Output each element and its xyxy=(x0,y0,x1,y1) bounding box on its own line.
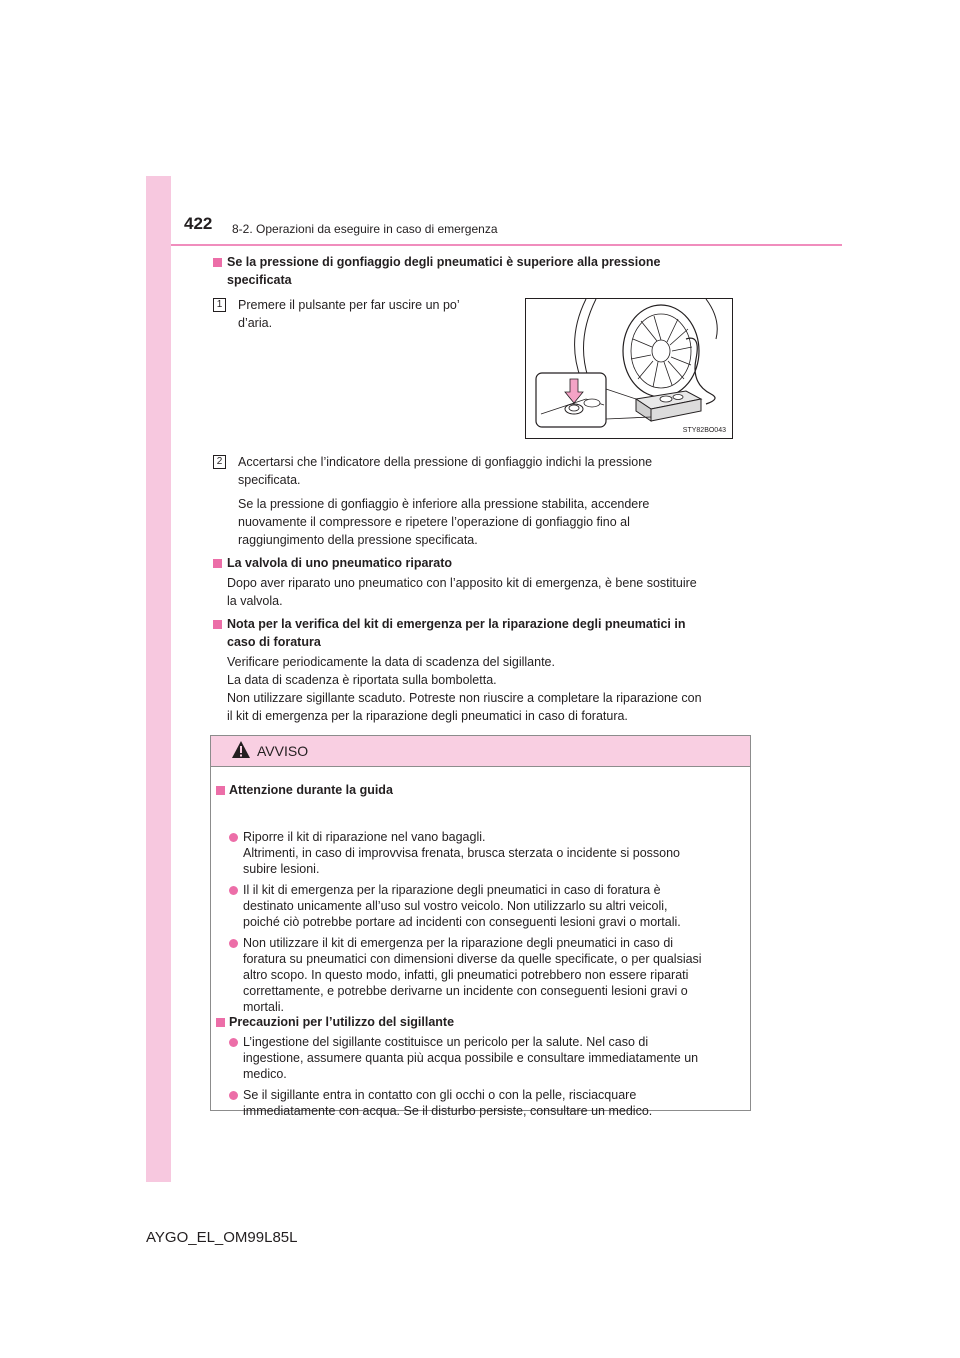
step2-note-line2: nuovamente il compressore e ripetere l’operazione di gonfiaggio fino al xyxy=(238,515,630,529)
compressor-drawing xyxy=(526,299,732,438)
warning-header xyxy=(211,736,750,767)
section3-line1: Verificare periodicamente la data di scadenza del sigillante. xyxy=(227,655,555,669)
section-bullet-icon xyxy=(213,620,222,629)
section3-title-line2: caso di foratura xyxy=(227,635,321,649)
group-bullet-icon xyxy=(216,1018,225,1027)
step1-line1: Premere il pulsante per far uscire un po’ xyxy=(238,298,460,312)
g1b1-line3: subire lesioni. xyxy=(243,862,320,876)
figure-code: STY82BO043 xyxy=(682,427,726,434)
g2b1-line3: medico. xyxy=(243,1067,287,1081)
g1b2-line2: destinato unicamente all’uso sul vostro veicolo. Non utilizzarlo su altri veicoli, xyxy=(243,899,668,913)
g1b2-line3: poiché ciò potrebbe portare ad incidenti con conseguenti lesioni gravi o mortali. xyxy=(243,915,681,929)
bullet-dot-icon xyxy=(229,1038,238,1047)
warning-group1-title: Attenzione durante la guida xyxy=(229,783,393,797)
step1-line2: d’aria. xyxy=(238,316,273,330)
g1b2-line1: Il il kit di emergenza per la riparazione degli pneumatici in caso di foratura è xyxy=(243,883,661,897)
bullet-dot-icon xyxy=(229,833,238,842)
step-number-1: 1 xyxy=(213,298,226,312)
g1b1-line2: Altrimenti, in caso di improvvisa frenata, brusca sterzata o incidente si possono xyxy=(243,846,681,860)
section3-line2: La data di scadenza è riportata sulla bomboletta. xyxy=(227,673,497,687)
chapter-sidebar xyxy=(146,176,171,1182)
g2b1-line2: ingestione, assumere quanta più acqua possibile e consultare immediatamente un xyxy=(243,1051,699,1065)
step2-line2: specificata. xyxy=(238,473,301,487)
section2-line1: Dopo aver riparato uno pneumatico con l’apposito kit di emergenza, è bene sostituire xyxy=(227,576,697,590)
section3-line3: Non utilizzare sigillante scaduto. Potreste non riuscire a completare la riparazione con xyxy=(227,691,702,705)
g1b3-line5: mortali. xyxy=(243,1000,284,1014)
warning-icon xyxy=(231,740,251,760)
section3-title-line1: Nota per la verifica del kit di emergenza per la riparazione degli pneumatici in xyxy=(227,617,686,631)
g2b1-line1: L’ingestione del sigillante costituisce un pericolo per la salute. Nel caso di xyxy=(243,1035,649,1049)
step2-line1: Accertarsi che l’indicatore della pressione di gonfiaggio indichi la pressione xyxy=(238,455,653,469)
page-number: 422 xyxy=(184,214,213,233)
compressor-illustration xyxy=(525,298,733,439)
section2-title: La valvola di uno pneumatico riparato xyxy=(227,556,453,570)
header-rule xyxy=(171,244,842,246)
g1b3-line4: correttamente, e potrebbe derivarne un incidente con conseguenti lesioni gravi o xyxy=(243,984,688,998)
section3-line4: il kit di emergenza per la riparazione degli pneumatici in caso di foratura. xyxy=(227,709,628,723)
section1-title-line1: Se la pressione di gonfiaggio degli pneumatici è superiore alla pressione xyxy=(227,255,661,269)
bullet-dot-icon xyxy=(229,939,238,948)
warning-group2-title: Precauzioni per l’utilizzo del sigillante xyxy=(229,1015,455,1029)
section1-title-line2: specificata xyxy=(227,273,292,287)
g1b3-line2: foratura su pneumatici con dimensioni diverse da quelle specificate, o per qualsiasi xyxy=(243,952,702,966)
step2-note-line3: raggiungimento della pressione specificata. xyxy=(238,533,478,547)
g1b3-line3: altro scopo. In questo modo, infatti, gli pneumatici potrebbero non essere riparati xyxy=(243,968,689,982)
section-bullet-icon xyxy=(213,559,222,568)
footer-code: AYGO_EL_OM99L85L xyxy=(146,1229,298,1246)
g1b3-line1: Non utilizzare il kit di emergenza per la riparazione degli pneumatici in caso di xyxy=(243,936,674,950)
section-bullet-icon xyxy=(213,258,222,267)
section-header: 8-2. Operazioni da eseguire in caso di emergenza xyxy=(232,222,498,236)
g2b2-line2: immediatamente con acqua. Se il disturbo persiste, consultare un medico. xyxy=(243,1104,653,1118)
g2b2-line1: Se il sigillante entra in contatto con gli occhi o con la pelle, risciacquare xyxy=(243,1088,637,1102)
g1b1-line1: Riporre il kit di riparazione nel vano bagagli. xyxy=(243,830,486,844)
warning-title: AVVISO xyxy=(257,743,309,759)
bullet-dot-icon xyxy=(229,1091,238,1100)
bullet-dot-icon xyxy=(229,886,238,895)
step2-note-line1: Se la pressione di gonfiaggio è inferiore alla pressione stabilita, accendere xyxy=(238,497,650,511)
section2-line2: la valvola. xyxy=(227,594,283,608)
warning-box xyxy=(210,735,751,1118)
group-bullet-icon xyxy=(216,786,225,795)
step-number-2: 2 xyxy=(213,455,226,469)
